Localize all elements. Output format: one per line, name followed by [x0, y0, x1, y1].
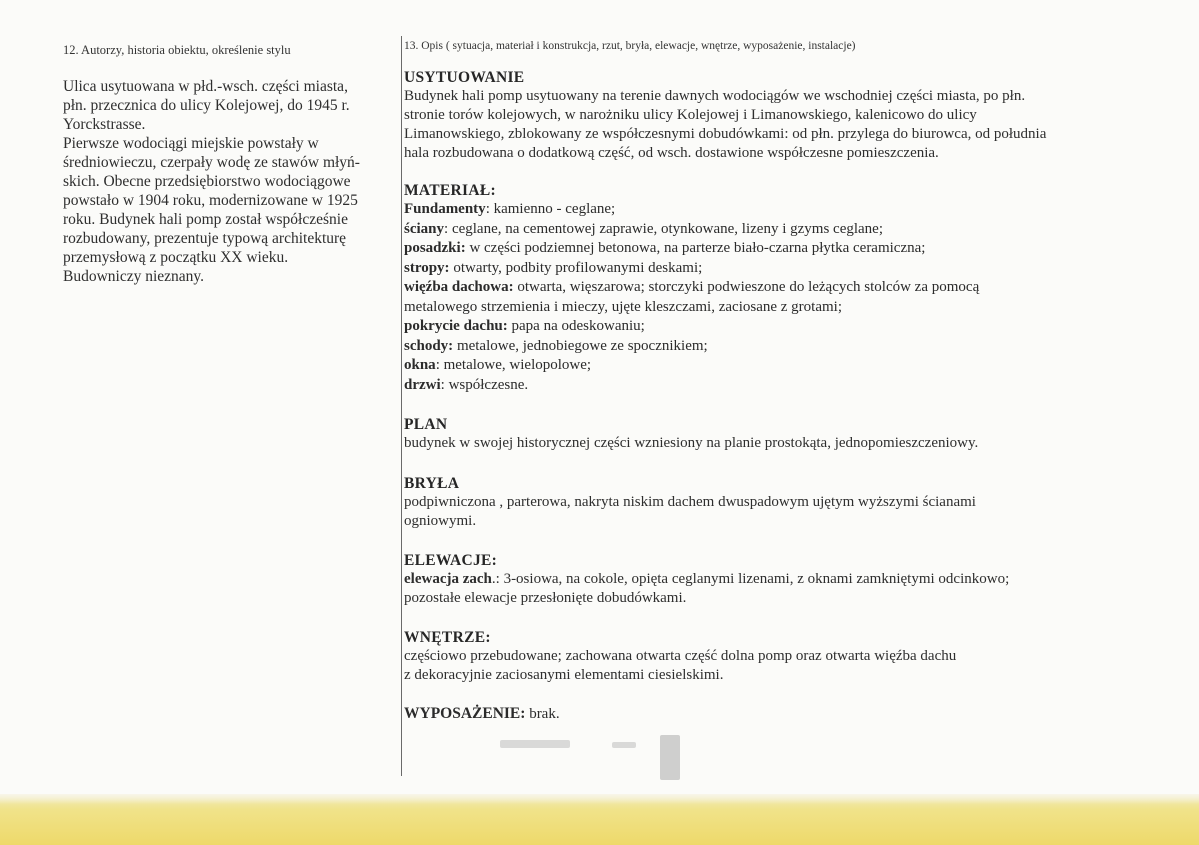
history-text: [63, 77, 393, 286]
material-row: [404, 298, 1164, 318]
material-sep: :: [444, 220, 449, 237]
section-material: [404, 181, 1164, 395]
section-title: BRYŁA: [404, 475, 460, 492]
scan-smudge: [660, 735, 680, 780]
history-line: powstało w 1904 roku, modernizowane w 1925: [63, 192, 358, 209]
section-body: [404, 434, 1164, 453]
material-value: metalowe, wielopolowe;: [439, 357, 592, 373]
history-line: roku. Budynek hali pomp został współcześnie: [63, 211, 348, 228]
wyposazenie-value: brak.: [525, 706, 560, 722]
scan-edge-band: [0, 794, 1199, 845]
scan-smudge: [612, 742, 636, 748]
material-label: ściany: [404, 220, 445, 237]
body-line: budynek w swojej historycznej części wzniesiony na planie prostokąta, jednopomieszczeniowy.: [404, 435, 979, 451]
material-row: [404, 337, 1164, 357]
section-body: [404, 493, 1164, 531]
material-row: [404, 200, 1164, 220]
section-bryla: [404, 474, 1164, 531]
section-wyposazenie: [404, 705, 1164, 723]
material-label: drzwi: [404, 376, 441, 393]
scan-smudge: [500, 740, 570, 748]
elewacja-label: elewacja zach: [404, 571, 492, 587]
history-line: Budowniczy nieznany.: [63, 268, 205, 285]
material-sep: :: [435, 357, 440, 373]
section-body: [404, 647, 1164, 685]
material-sep: :: [485, 201, 490, 217]
elewacja-label-suffix: .:: [491, 571, 500, 587]
body-line: z dekoracyjnie zaciosanymi elementami ciesielskimi.: [404, 667, 724, 683]
material-value: ceglane, na cementowej zaprawie, otynkowane, lizeny i gzyms ceglane;: [448, 220, 883, 237]
history-line: Pierwsze wodociągi miejskie powstały w: [63, 135, 319, 152]
history-line: Yorckstrasse.: [63, 116, 146, 133]
column-divider: [401, 36, 402, 776]
material-label: schody:: [404, 337, 454, 354]
material-row: [404, 317, 1164, 337]
section-elewacje: [404, 551, 1164, 608]
material-label: okna: [404, 357, 436, 373]
material-value: współczesne.: [444, 376, 529, 393]
material-row: [404, 259, 1164, 279]
material-label: pokrycie dachu:: [404, 318, 508, 334]
left-column: [63, 42, 393, 286]
right-column: [404, 38, 1164, 741]
section-usytuowanie: [404, 68, 1164, 163]
section-title: MATERIAŁ:: [404, 182, 496, 199]
section-title: PLAN: [404, 416, 448, 433]
section-title: USYTUOWANIE: [404, 69, 525, 86]
body-line: stronie torów kolejowych, w narożniku ulicy Kolejowej i Limanowskiego, kalenicowo do ulicy: [404, 107, 977, 123]
body-line: pozostałe elewacje przesłonięte dobudówkami.: [404, 590, 687, 606]
body-line: Limanowskiego, zblokowany ze współczesnymi dobudówkami: od płn. przylega do biurowca, od południa: [404, 126, 1047, 142]
material-row: [404, 220, 1164, 240]
body-line: podpiwniczona , parterowa, nakryta niskim dachem dwuspadowym ujętym wyższymi ścianami: [404, 494, 976, 510]
material-row: [404, 376, 1164, 396]
material-row: [404, 356, 1164, 376]
body-line: częściowo przebudowane; zachowana otwarta część dolna pomp oraz otwarta więźba dachu: [404, 648, 957, 664]
material-label: posadzki:: [404, 240, 466, 256]
section-wnetrze: [404, 628, 1164, 685]
material-label: stropy:: [404, 259, 450, 276]
elewacja-value: 3-osiowa, na cokole, opięta ceglanymi lizenami, z oknami zamkniętymi odcinkowo;: [499, 571, 1010, 587]
section-title: ELEWACJE:: [404, 552, 498, 569]
material-label: Fundamenty: [404, 201, 486, 217]
body-line: ogniowymi.: [404, 513, 477, 529]
material-row: [404, 239, 1164, 259]
right-column-header: 13. Opis ( sytuacja, materiał i konstrukcja, rzut, bryła, elewacje, wnętrze, wyposażenie, instalacje): [404, 40, 856, 52]
left-column-header: 12. Autorzy, historia obiektu, określenie stylu: [63, 43, 291, 57]
body-line: [404, 570, 1164, 589]
history-line: płn. przecznica do ulicy Kolejowej, do 1945 r.: [63, 97, 350, 114]
material-sep: :: [440, 376, 445, 393]
material-row: [404, 278, 1164, 298]
section-body: [404, 87, 1164, 163]
material-value: otwarty, podbity profilowanymi deskami;: [449, 259, 703, 276]
history-line: średniowieczu, czerpały wodę ze stawów młyń-: [63, 154, 360, 171]
material-value: kamienno - ceglane;: [489, 201, 616, 217]
material-value: papa na odeskowaniu;: [507, 318, 645, 334]
body-line: hala rozbudowana o dodatkową część, od wsch. dostawione współczesne pomieszczenia.: [404, 145, 939, 161]
history-line: skich. Obecne przedsiębiorstwo wodociągowe: [63, 173, 351, 190]
history-line: rozbudowany, prezentuje typową architekturę: [63, 230, 347, 247]
section-title: WYPOSAŻENIE:: [404, 705, 526, 722]
material-value: metalowe, jednobiegowe ze spocznikiem;: [453, 337, 708, 354]
section-plan: [404, 415, 1164, 453]
history-line: przemysłową z początku XX wieku.: [63, 249, 289, 266]
material-value: metalowego strzemienia i mieczy, ujęte kleszczami, zaciosane z grotami;: [404, 298, 842, 315]
material-value: w części podziemnej betonowa, na parterze biało-czarna płytka ceramiczna;: [465, 240, 926, 256]
section-body: [404, 570, 1164, 608]
material-value: otwarta, więszarowa; storczyki podwieszone do leżących stolców za pomocą: [513, 279, 980, 295]
section-title: WNĘTRZE:: [404, 629, 491, 646]
history-line: Ulica usytuowana w płd.-wsch. części miasta,: [63, 78, 348, 95]
body-line: Budynek hali pomp usytuowany na terenie dawnych wodociągów we wschodniej części miasta, po płn.: [404, 88, 1026, 104]
material-label: więźba dachowa:: [404, 279, 514, 295]
